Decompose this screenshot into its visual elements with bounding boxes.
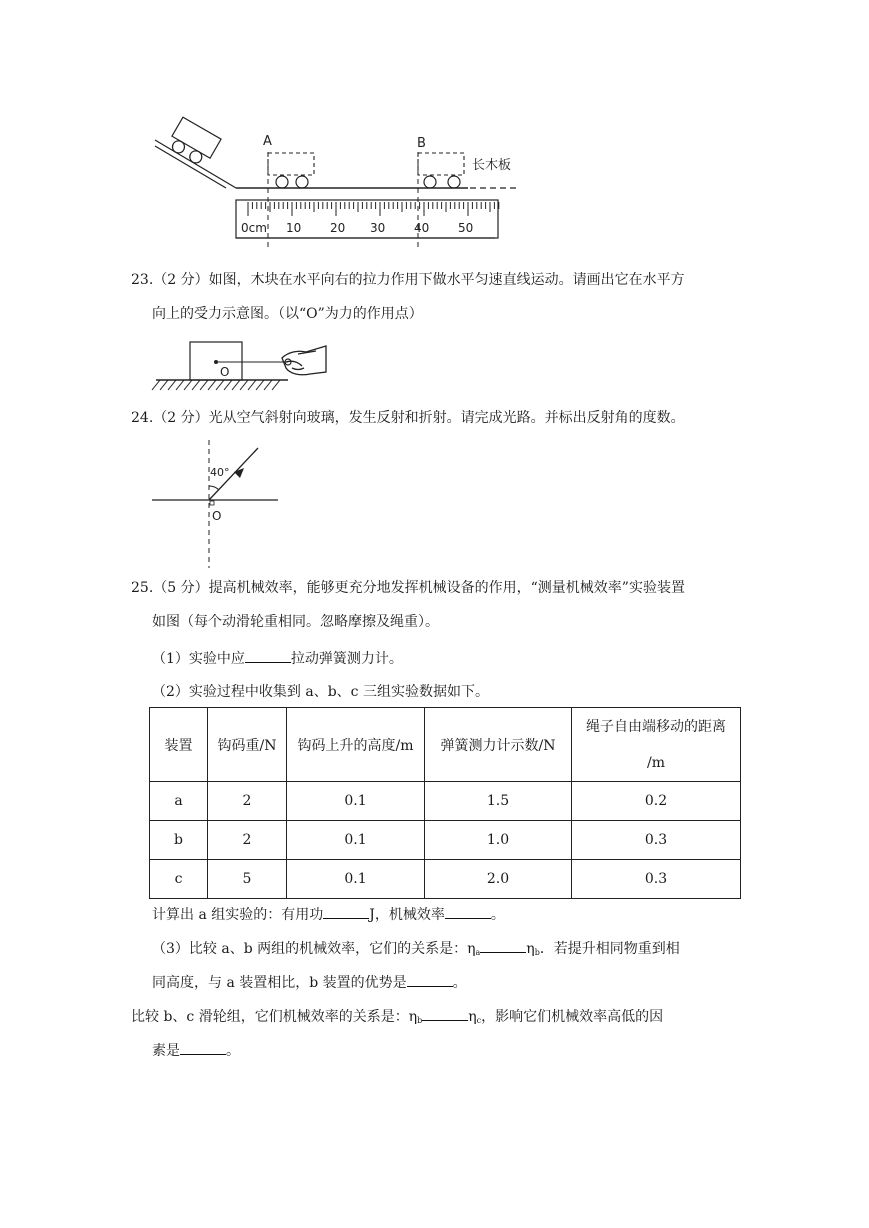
- table-cell: 0.2: [572, 782, 741, 821]
- q25-compare-post: ，影响它们机械效率高低的因: [481, 1009, 664, 1025]
- ground-hatch: [240, 380, 248, 390]
- figure-light-ray: [148, 438, 288, 570]
- q25-part3-mid: ．若提升相同物重到相: [539, 941, 680, 957]
- q23-point-o: O: [220, 365, 230, 379]
- q23-text-2: 向上的受力示意图。（以“O”为力的作用点）: [152, 306, 423, 322]
- label-a: A: [263, 134, 272, 149]
- q23-line1: [131, 270, 685, 290]
- figure-incline-ruler: [150, 112, 530, 250]
- table-cell: 0.3: [572, 821, 741, 860]
- eta-subscript-a: a: [475, 948, 481, 957]
- q25-text-2: 如图（每个动滑轮重相同。忽略摩擦及绳重）。: [152, 614, 439, 630]
- table-cell: 2: [208, 782, 287, 821]
- ruler-label-30: 30: [370, 221, 386, 235]
- board-label: 长木板: [472, 158, 512, 173]
- table-cell: 0.1: [287, 821, 425, 860]
- answer-blank-useful-work[interactable]: [323, 904, 369, 919]
- q25-last-pre: 素是: [152, 1043, 180, 1059]
- eta-subscript-b: b: [534, 948, 540, 957]
- q25-compare-pre: 比较 b、c 滑轮组，它们机械效率的关系是：η: [131, 1009, 418, 1025]
- answer-blank-compare-ab[interactable]: [480, 938, 526, 953]
- cart-a: [268, 153, 314, 175]
- q25-score: （5 分）: [153, 580, 209, 596]
- q25-period: 。: [226, 1043, 240, 1059]
- ground-hatch: [216, 380, 224, 390]
- table-row: [150, 782, 741, 821]
- ground-hatch: [176, 380, 184, 390]
- q25-calc: [152, 904, 505, 925]
- q25-part3-line1: [152, 938, 680, 963]
- q25-compare-line: [131, 1006, 663, 1031]
- header-distance-line2: /m: [647, 754, 665, 771]
- q25-part1: [152, 648, 403, 669]
- table-cell: 1.0: [425, 821, 572, 860]
- label-b: B: [417, 136, 426, 151]
- ground-hatch: [224, 380, 232, 390]
- eta-subscript-b: b: [417, 1016, 423, 1025]
- ground-hatch: [256, 380, 264, 390]
- header-distance: [572, 708, 741, 782]
- q24-number: 24.: [131, 410, 154, 426]
- ground-hatch: [168, 380, 176, 390]
- ground-hatch: [264, 380, 272, 390]
- q24-score: （2 分）: [153, 410, 209, 426]
- table-row: [150, 860, 741, 899]
- table-cell: 0.1: [287, 782, 425, 821]
- incline-cart: [166, 117, 221, 168]
- answer-blank-advantage-b[interactable]: [407, 972, 453, 987]
- q25-period: 。: [452, 975, 467, 991]
- eta-symbol: η: [526, 941, 535, 957]
- q23-score: （2 分）: [153, 272, 209, 288]
- eta-subscript-c: c: [476, 1016, 482, 1025]
- ground-hatch: [192, 380, 200, 390]
- header-force: 弹簧测力计示数/N: [425, 708, 572, 782]
- ruler-label-50: 50: [458, 221, 474, 235]
- table-row: [150, 821, 741, 860]
- ground-hatch: [248, 380, 256, 390]
- q25-part3-line2-pre: 同高度，与 a 装置相比，b 装置的优势是: [152, 975, 407, 991]
- answer-blank-compare-bc[interactable]: [422, 1006, 468, 1021]
- ground-hatch: [152, 380, 160, 390]
- q25-part1-post: 拉动弹簧测力计。: [290, 651, 403, 667]
- answer-blank-pull-method[interactable]: [245, 648, 291, 663]
- header-height: 钩码上升的高度/m: [287, 708, 425, 782]
- q25-text-1: 提高机械效率，能够更充分地发挥机械设备的作用，“测量机械效率”实验装置: [208, 580, 685, 596]
- q25-calc-mid: J，机械效率: [369, 907, 445, 923]
- figure-block-pull: [150, 336, 340, 398]
- eta-symbol: η: [468, 1009, 477, 1025]
- ground-hatch: [208, 380, 216, 390]
- cart-b: [418, 153, 464, 175]
- table-cell: 2: [208, 821, 287, 860]
- ground-hatch: [232, 380, 240, 390]
- q25-last-line: [152, 1040, 240, 1061]
- table-cell: 2.0: [425, 860, 572, 899]
- q25-part2: （2）实验过程中收集到 a、b、c 三组实验数据如下。: [152, 684, 489, 700]
- header-device: 装置: [150, 708, 208, 782]
- header-weight: 钩码重/N: [208, 708, 287, 782]
- table-cell: 0.1: [287, 860, 425, 899]
- table-cell: 1.5: [425, 782, 572, 821]
- ground-hatch: [200, 380, 208, 390]
- ruler-label-10: 10: [286, 221, 302, 235]
- ground-hatch: [160, 380, 168, 390]
- q23-number: 23.: [131, 272, 154, 288]
- ground-hatch: [184, 380, 192, 390]
- q24-line: [131, 408, 685, 428]
- table-cell: 5: [208, 860, 287, 899]
- q25-part1-pre: （1）实验中应: [152, 651, 245, 667]
- q24-angle-label: 40°: [210, 466, 230, 479]
- table-header-row: [150, 708, 741, 782]
- ruler-label-0: 0cm: [241, 221, 267, 235]
- table-cell: a: [150, 782, 208, 821]
- table-cell: b: [150, 821, 208, 860]
- ruler-label-20: 20: [330, 221, 346, 235]
- q25-calc-pre: 计算出 a 组实验的：有用功: [152, 907, 324, 923]
- ruler-label-40: 40: [414, 221, 430, 235]
- q23-text-1: 如图，木块在水平向右的拉力作用下做水平匀速直线运动。请画出它在水平方: [208, 272, 685, 288]
- table-cell: 0.3: [572, 860, 741, 899]
- table-cell: c: [150, 860, 208, 899]
- header-distance-line1: 绳子自由端移动的距离: [586, 718, 726, 735]
- q25-calc-post: 。: [490, 907, 505, 923]
- ground-hatch: [272, 380, 280, 390]
- answer-blank-factor[interactable]: [180, 1040, 226, 1055]
- q25-part3-line2: [152, 972, 467, 993]
- q24-point-o: O: [212, 509, 222, 523]
- answer-blank-efficiency-a[interactable]: [445, 904, 491, 919]
- q25-line1: [131, 578, 685, 598]
- q25-part3-pre: （3）比较 a、b 两组的机械效率，它们的关系是：η: [152, 941, 476, 957]
- q24-text: 光从空气斜射向玻璃，发生反射和折射。请完成光路。并标出反射角的度数。: [208, 410, 685, 426]
- experiment-table: [149, 707, 741, 899]
- q25-number: 25.: [131, 580, 154, 596]
- hand-icon: [282, 346, 326, 375]
